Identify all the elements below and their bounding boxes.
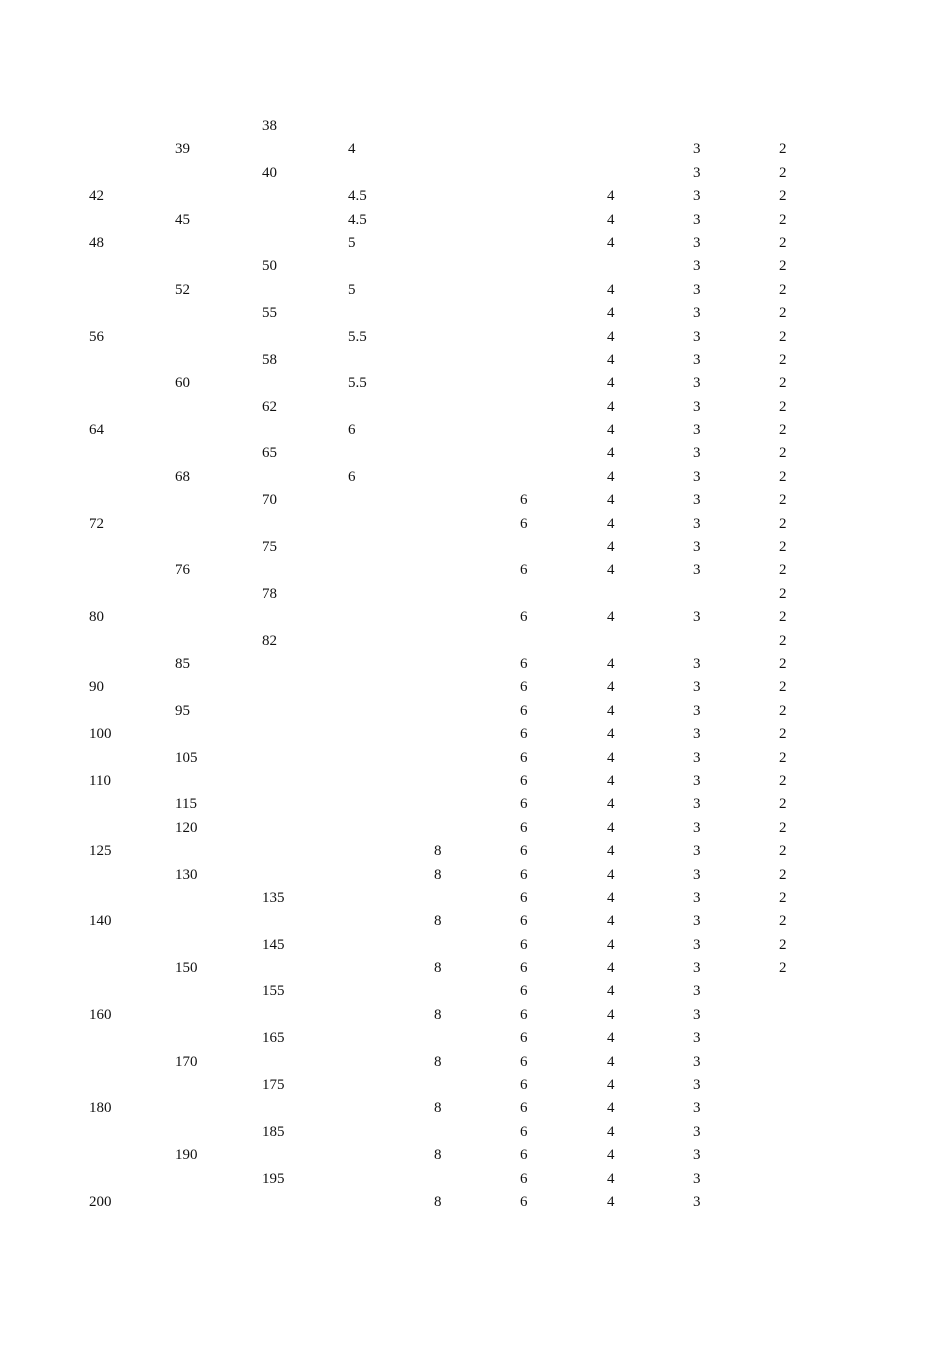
table-cell: 58 (262, 351, 277, 368)
table-cell: 2 (779, 796, 787, 813)
table-cell: 200 (89, 1193, 112, 1210)
table-row (0, 396, 950, 419)
table-cell: 4 (607, 983, 615, 1000)
table-row (0, 910, 950, 933)
table-row (0, 1074, 950, 1097)
table-row (0, 747, 950, 770)
table-cell: 115 (175, 796, 197, 813)
table-row (0, 232, 950, 255)
table-cell: 3 (693, 445, 701, 462)
table-cell: 90 (89, 679, 104, 696)
table-cell: 6 (520, 1193, 528, 1210)
table-cell: 72 (89, 515, 104, 532)
table-row (0, 302, 950, 325)
table-row (0, 980, 950, 1003)
table-row (0, 1004, 950, 1027)
table-cell: 4 (607, 539, 615, 556)
table-cell: 4 (607, 305, 615, 322)
table-cell: 8 (434, 1053, 442, 1070)
table-row (0, 770, 950, 793)
table-row (0, 887, 950, 910)
table-cell: 4 (348, 141, 356, 158)
table-cell: 2 (779, 211, 787, 228)
table-cell: 4 (607, 1170, 615, 1187)
table-cell: 3 (693, 305, 701, 322)
table-cell: 6 (520, 726, 528, 743)
table-cell: 3 (693, 1077, 701, 1094)
table-row (0, 1097, 950, 1120)
table-cell: 6 (520, 1100, 528, 1117)
table-cell: 6 (520, 515, 528, 532)
table-row (0, 513, 950, 536)
table-cell: 80 (89, 609, 104, 626)
table-row (0, 162, 950, 185)
table-cell: 3 (693, 843, 701, 860)
table-cell: 2 (779, 398, 787, 415)
table-cell: 76 (175, 562, 190, 579)
table-cell: 4 (607, 702, 615, 719)
table-cell: 39 (175, 141, 190, 158)
table-cell: 4.5 (348, 211, 367, 228)
table-cell: 55 (262, 305, 277, 322)
table-cell: 6 (520, 936, 528, 953)
table-cell: 3 (693, 1123, 701, 1140)
table-cell: 2 (779, 632, 787, 649)
table-cell: 6 (520, 960, 528, 977)
table-cell: 4 (607, 1077, 615, 1094)
table-row (0, 676, 950, 699)
table-cell: 4 (607, 655, 615, 672)
table-cell: 3 (693, 351, 701, 368)
table-cell: 4 (607, 1123, 615, 1140)
table-cell: 185 (262, 1123, 285, 1140)
table-cell: 3 (693, 492, 701, 509)
table-cell: 2 (779, 960, 787, 977)
table-cell: 3 (693, 679, 701, 696)
table-cell: 8 (434, 866, 442, 883)
table-cell: 3 (693, 1100, 701, 1117)
table-row (0, 606, 950, 629)
table-cell: 8 (434, 1100, 442, 1117)
table-cell: 2 (779, 772, 787, 789)
table-cell: 3 (693, 211, 701, 228)
table-cell: 160 (89, 1006, 112, 1023)
table-cell: 8 (434, 1006, 442, 1023)
table-cell: 2 (779, 492, 787, 509)
table-cell: 4 (607, 936, 615, 953)
table-cell: 2 (779, 375, 787, 392)
table-cell: 135 (262, 889, 285, 906)
table-cell: 4 (607, 562, 615, 579)
table-cell: 3 (693, 562, 701, 579)
table-cell: 4 (607, 913, 615, 930)
table-cell: 155 (262, 983, 285, 1000)
table-cell: 6 (348, 422, 356, 439)
table-cell: 6 (520, 1006, 528, 1023)
table-cell: 3 (693, 983, 701, 1000)
table-cell: 3 (693, 141, 701, 158)
data-table (0, 115, 950, 1214)
table-cell: 3 (693, 328, 701, 345)
table-cell: 6 (520, 492, 528, 509)
table-row (0, 209, 950, 232)
table-row (0, 723, 950, 746)
table-cell: 125 (89, 843, 112, 860)
table-cell: 3 (693, 796, 701, 813)
table-row (0, 489, 950, 512)
table-cell: 3 (693, 960, 701, 977)
table-cell: 5 (348, 234, 356, 251)
table-cell: 3 (693, 655, 701, 672)
table-cell: 2 (779, 866, 787, 883)
table-row (0, 1191, 950, 1214)
table-cell: 2 (779, 351, 787, 368)
table-cell: 3 (693, 819, 701, 836)
table-row (0, 700, 950, 723)
table-cell: 4 (607, 515, 615, 532)
table-row (0, 326, 950, 349)
table-cell: 3 (693, 1170, 701, 1187)
table-cell: 4 (607, 375, 615, 392)
table-cell: 60 (175, 375, 190, 392)
table-cell: 4 (607, 889, 615, 906)
table-cell: 4 (607, 819, 615, 836)
table-row (0, 957, 950, 980)
table-cell: 3 (693, 1193, 701, 1210)
table-row (0, 372, 950, 395)
table-cell: 68 (175, 468, 190, 485)
table-row (0, 793, 950, 816)
table-cell: 4 (607, 1100, 615, 1117)
table-row (0, 864, 950, 887)
table-cell: 2 (779, 305, 787, 322)
table-cell: 3 (693, 772, 701, 789)
table-cell: 62 (262, 398, 277, 415)
table-cell: 6 (520, 1147, 528, 1164)
table-cell: 4 (607, 234, 615, 251)
table-cell: 6 (520, 679, 528, 696)
table-cell: 6 (520, 1123, 528, 1140)
table-cell: 150 (175, 960, 198, 977)
table-cell: 8 (434, 843, 442, 860)
table-cell: 3 (693, 375, 701, 392)
table-cell: 64 (89, 422, 104, 439)
table-cell: 3 (693, 889, 701, 906)
table-cell: 3 (693, 164, 701, 181)
table-cell: 3 (693, 1006, 701, 1023)
table-cell: 2 (779, 188, 787, 205)
table-cell: 110 (89, 772, 111, 789)
table-cell: 3 (693, 866, 701, 883)
table-cell: 2 (779, 422, 787, 439)
table-row (0, 653, 950, 676)
table-cell: 6 (520, 1170, 528, 1187)
table-row (0, 817, 950, 840)
table-cell: 165 (262, 1030, 285, 1047)
table-cell: 4 (607, 422, 615, 439)
table-cell: 4 (607, 772, 615, 789)
table-cell: 4 (607, 188, 615, 205)
table-cell: 4 (607, 1053, 615, 1070)
table-cell: 2 (779, 843, 787, 860)
table-cell: 6 (520, 702, 528, 719)
table-cell: 130 (175, 866, 198, 883)
table-cell: 2 (779, 726, 787, 743)
table-cell: 4 (607, 445, 615, 462)
table-cell: 2 (779, 539, 787, 556)
table-cell: 6 (520, 796, 528, 813)
table-cell: 6 (520, 983, 528, 1000)
table-cell: 2 (779, 609, 787, 626)
table-cell: 3 (693, 422, 701, 439)
table-row (0, 1027, 950, 1050)
table-cell: 75 (262, 539, 277, 556)
table-cell: 6 (520, 843, 528, 860)
table-cell: 4 (607, 609, 615, 626)
table-cell: 65 (262, 445, 277, 462)
table-cell: 6 (348, 468, 356, 485)
table-cell: 8 (434, 1193, 442, 1210)
table-cell: 2 (779, 749, 787, 766)
table-cell: 6 (520, 609, 528, 626)
table-cell: 3 (693, 1053, 701, 1070)
table-cell: 78 (262, 585, 277, 602)
table-cell: 2 (779, 679, 787, 696)
table-cell: 4 (607, 679, 615, 696)
table-row (0, 279, 950, 302)
table-cell: 4 (607, 749, 615, 766)
table-cell: 4 (607, 866, 615, 883)
table-row (0, 115, 950, 138)
table-cell: 2 (779, 655, 787, 672)
table-row (0, 536, 950, 559)
table-row (0, 1144, 950, 1167)
table-row (0, 840, 950, 863)
table-cell: 56 (89, 328, 104, 345)
table-cell: 2 (779, 913, 787, 930)
table-cell: 4 (607, 211, 615, 228)
table-cell: 3 (693, 609, 701, 626)
table-cell: 3 (693, 726, 701, 743)
table-cell: 3 (693, 1147, 701, 1164)
table-cell: 48 (89, 234, 104, 251)
table-cell: 8 (434, 913, 442, 930)
table-cell: 4 (607, 328, 615, 345)
table-cell: 3 (693, 936, 701, 953)
table-cell: 2 (779, 936, 787, 953)
table-row (0, 419, 950, 442)
table-cell: 8 (434, 960, 442, 977)
table-cell: 3 (693, 188, 701, 205)
table-cell: 4 (607, 398, 615, 415)
table-row (0, 1051, 950, 1074)
table-cell: 4 (607, 1147, 615, 1164)
table-cell: 170 (175, 1053, 198, 1070)
table-row (0, 1168, 950, 1191)
table-cell: 4 (607, 281, 615, 298)
table-cell: 2 (779, 819, 787, 836)
table-cell: 6 (520, 913, 528, 930)
table-cell: 4 (607, 960, 615, 977)
table-cell: 70 (262, 492, 277, 509)
table-cell: 190 (175, 1147, 198, 1164)
table-cell: 3 (693, 1030, 701, 1047)
table-cell: 2 (779, 889, 787, 906)
table-cell: 3 (693, 398, 701, 415)
table-row (0, 559, 950, 582)
table-cell: 6 (520, 1053, 528, 1070)
table-cell: 6 (520, 1030, 528, 1047)
table-cell: 140 (89, 913, 112, 930)
table-cell: 6 (520, 819, 528, 836)
table-cell: 5 (348, 281, 356, 298)
table-cell: 120 (175, 819, 198, 836)
table-cell: 3 (693, 913, 701, 930)
table-cell: 50 (262, 258, 277, 275)
table-cell: 6 (520, 749, 528, 766)
table-cell: 6 (520, 1077, 528, 1094)
table-row (0, 583, 950, 606)
table-cell: 3 (693, 702, 701, 719)
table-cell: 45 (175, 211, 190, 228)
table-cell: 2 (779, 445, 787, 462)
table-row (0, 442, 950, 465)
table-cell: 3 (693, 234, 701, 251)
table-cell: 180 (89, 1100, 112, 1117)
table-row (0, 138, 950, 161)
table-cell: 195 (262, 1170, 285, 1187)
table-cell: 4 (607, 351, 615, 368)
table-cell: 3 (693, 281, 701, 298)
table-cell: 2 (779, 702, 787, 719)
table-row (0, 466, 950, 489)
table-cell: 2 (779, 468, 787, 485)
table-cell: 2 (779, 141, 787, 158)
table-cell: 4 (607, 1030, 615, 1047)
table-cell: 3 (693, 468, 701, 485)
table-cell: 2 (779, 562, 787, 579)
table-cell: 2 (779, 281, 787, 298)
table-cell: 42 (89, 188, 104, 205)
table-cell: 175 (262, 1077, 285, 1094)
table-cell: 95 (175, 702, 190, 719)
table-row (0, 934, 950, 957)
table-cell: 52 (175, 281, 190, 298)
table-cell: 3 (693, 258, 701, 275)
table-cell: 6 (520, 562, 528, 579)
table-cell: 100 (89, 726, 112, 743)
table-row (0, 630, 950, 653)
table-cell: 38 (262, 118, 277, 134)
table-cell: 2 (779, 328, 787, 345)
table-cell: 3 (693, 515, 701, 532)
table-cell: 4 (607, 1006, 615, 1023)
table-cell: 8 (434, 1147, 442, 1164)
table-cell: 4 (607, 843, 615, 860)
table-cell: 4 (607, 1193, 615, 1210)
table-cell: 2 (779, 164, 787, 181)
table-cell: 6 (520, 655, 528, 672)
table-cell: 4 (607, 726, 615, 743)
table-row (0, 185, 950, 208)
table-cell: 2 (779, 234, 787, 251)
table-row (0, 349, 950, 372)
table-cell: 82 (262, 632, 277, 649)
table-cell: 6 (520, 866, 528, 883)
table-row (0, 1121, 950, 1144)
table-cell: 4 (607, 492, 615, 509)
table-cell: 6 (520, 889, 528, 906)
table-cell: 105 (175, 749, 198, 766)
table-cell: 40 (262, 164, 277, 181)
table-cell: 4.5 (348, 188, 367, 205)
table-cell: 85 (175, 655, 190, 672)
table-cell: 2 (779, 585, 787, 602)
table-cell: 3 (693, 749, 701, 766)
table-cell: 3 (693, 539, 701, 556)
table-cell: 6 (520, 772, 528, 789)
table-cell: 2 (779, 515, 787, 532)
table-cell: 5.5 (348, 328, 367, 345)
table-cell: 145 (262, 936, 285, 953)
table-cell: 4 (607, 468, 615, 485)
table-row (0, 255, 950, 278)
table-cell: 2 (779, 258, 787, 275)
table-cell: 4 (607, 796, 615, 813)
table-cell: 5.5 (348, 375, 367, 392)
